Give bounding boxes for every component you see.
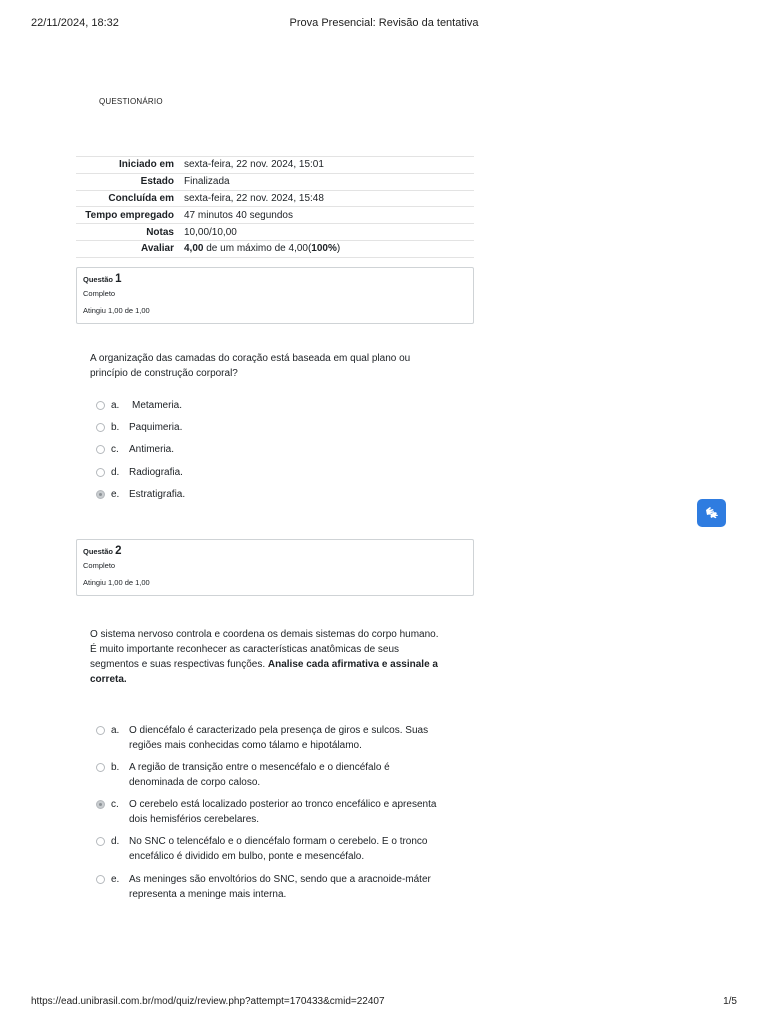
answer-text-line: As meninges são envoltórios do SNC, sendo que a aracnoide-máter <box>129 874 431 885</box>
attempt-summary-table <box>76 156 474 258</box>
answer-text: Radiografia. <box>129 467 183 478</box>
question-state: Completo <box>83 289 116 298</box>
question-1-text <box>90 351 460 381</box>
sign-language-hands-icon <box>703 505 720 521</box>
radio-button[interactable] <box>96 401 105 410</box>
answer-text-line: representa a meninge mais interna. <box>129 889 287 900</box>
answer-text-line: regiões mais conhecidas como tálamo e hipotálamo. <box>129 740 362 751</box>
summary-label: Notas <box>146 226 174 238</box>
print-header <box>31 17 737 31</box>
question-2-info-box <box>76 539 474 596</box>
question-instruction-bold: Analise cada afirmativa e assinale a <box>267 659 438 670</box>
summary-label: Iniciado em <box>118 159 174 171</box>
question-instruction-bold: correta. <box>90 674 127 685</box>
answer-text: Antimeria. <box>129 444 175 455</box>
radio-button[interactable] <box>96 726 105 735</box>
answer-letter: c. <box>111 444 119 455</box>
summary-row-marks <box>76 224 474 241</box>
summary-grade-value <box>180 240 474 257</box>
accessibility-button[interactable] <box>697 499 726 527</box>
print-datetime: 22/11/2024, 18:32 <box>31 17 119 29</box>
answer-letter: b. <box>111 422 120 433</box>
answer-letter: e. <box>111 489 120 500</box>
print-url: https://ead.unibrasil.com.br/mod/quiz/review.php?attempt=170433&cmid=22407 <box>31 996 385 1007</box>
radio-button[interactable] <box>96 423 105 432</box>
answer-text-line: encefálico é dividido em bulbo, ponte e mesencéfalo. <box>129 851 365 862</box>
summary-value: sexta-feira, 22 nov. 2024, 15:48 <box>184 192 324 204</box>
answer-letter: c. <box>111 799 119 810</box>
answer-text-line: No SNC o telencéfalo e o diencéfalo formam o cerebelo. E o tronco <box>129 836 428 847</box>
answer-text <box>129 797 459 827</box>
question-prefix: Questão <box>83 547 114 556</box>
question-text-line: princípio de construção corporal? <box>90 368 238 379</box>
question-text-line <box>90 657 462 672</box>
summary-label: Tempo empregado <box>85 209 174 221</box>
question-state: Completo <box>83 561 116 570</box>
question-text-line: O sistema nervoso controla e coordena os demais sistemas do corpo humano. <box>90 629 439 640</box>
question-number-value: 2 <box>115 545 122 557</box>
question-text-fragment: segmentos e suas respectivas funções. <box>90 659 268 670</box>
print-footer <box>31 996 737 1010</box>
question-number-value: 1 <box>115 273 122 285</box>
radio-button[interactable] <box>96 445 105 454</box>
answer-text: Paquimeria. <box>129 422 183 433</box>
summary-value: Finalizada <box>184 176 230 188</box>
page-number: 1/5 <box>723 996 737 1007</box>
question-grade: Atingiu 1,00 de 1,00 <box>83 306 150 315</box>
answer-text-line: A região de transição entre o mesencéfalo e o diencéfalo é <box>129 762 390 773</box>
summary-row-time-taken <box>76 207 474 224</box>
question-prefix: Questão <box>83 275 114 284</box>
summary-value: sexta-feira, 22 nov. 2024, 15:01 <box>184 159 324 171</box>
radio-button[interactable] <box>96 837 105 846</box>
radio-button[interactable] <box>96 875 105 884</box>
question-grade: Atingiu 1,00 de 1,00 <box>83 578 150 587</box>
question-text-line: A organização das camadas do coração está baseada em qual plano ou <box>90 353 411 364</box>
summary-row-started <box>76 157 474 174</box>
summary-label: Concluída em <box>108 192 174 204</box>
question-1-info-box <box>76 267 474 324</box>
question-number <box>83 545 467 558</box>
answer-text-line: O diencéfalo é caracterizado pela presença de giros e sulcos. Suas <box>129 725 429 736</box>
question-text-line: É muito importante reconhecer as características anatômicas de seus <box>90 644 400 655</box>
grade-percent: 100% <box>311 243 337 255</box>
summary-value: 10,00/10,00 <box>184 226 237 238</box>
answer-letter: e. <box>111 874 120 885</box>
answer-text-line: O cerebelo está localizado posterior ao tronco encefálico e apresenta <box>129 799 437 810</box>
answer-text <box>129 760 459 790</box>
question-text-line <box>90 672 462 687</box>
radio-button[interactable] <box>96 763 105 772</box>
section-label: QUESTIONÁRIO <box>99 97 163 106</box>
summary-row-completed <box>76 190 474 207</box>
answer-letter: a. <box>111 400 120 411</box>
answer-text-line: dois hemisférios cerebelares. <box>129 814 260 825</box>
answer-letter: d. <box>111 836 120 847</box>
summary-value: 47 minutos 40 segundos <box>184 209 293 221</box>
answer-letter: a. <box>111 725 120 736</box>
summary-label: Estado <box>140 176 174 188</box>
summary-row-state <box>76 173 474 190</box>
summary-label: Avaliar <box>141 243 174 255</box>
answer-text <box>129 872 459 902</box>
answer-text-line: denominada de corpo caloso. <box>129 777 261 788</box>
answer-text <box>129 834 459 864</box>
answer-letter: d. <box>111 467 120 478</box>
answer-text: Metameria. <box>132 400 183 411</box>
grade-score: 4,00 <box>184 243 204 255</box>
grade-close-paren: ) <box>336 243 341 255</box>
summary-row-grade <box>76 240 474 257</box>
question-number <box>83 273 467 286</box>
question-2-text <box>90 627 462 687</box>
radio-button[interactable] <box>96 468 105 477</box>
answer-letter: b. <box>111 762 120 773</box>
print-page-title: Prova Presencial: Revisão da tentativa <box>289 17 479 29</box>
answer-text: Estratigrafia. <box>129 489 186 500</box>
grade-max-text: de um máximo de 4,00( <box>203 243 312 255</box>
answer-text <box>129 723 459 753</box>
radio-button-selected[interactable] <box>96 800 105 809</box>
radio-button-selected[interactable] <box>96 490 105 499</box>
